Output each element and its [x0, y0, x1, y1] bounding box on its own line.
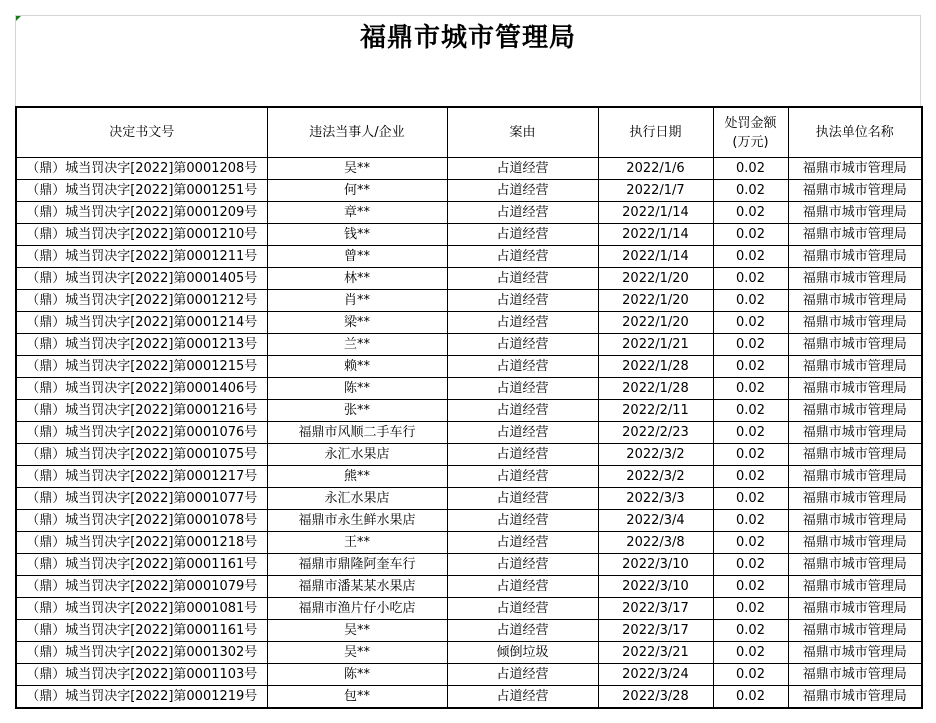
cell-amount[interactable]: 0.02 — [713, 444, 788, 466]
cell-agency[interactable]: 福鼎市城市管理局 — [788, 400, 922, 422]
cell-amount[interactable]: 0.02 — [713, 158, 788, 180]
cell-decision-no[interactable]: （鼎）城当罚决字[2022]第0001213号 — [16, 334, 267, 356]
table-row — [16, 444, 922, 466]
cell-cause[interactable]: 占道经营 — [447, 598, 598, 620]
cell-date[interactable]: 2022/2/11 — [598, 400, 713, 422]
cell-decision-no[interactable]: （鼎）城当罚决字[2022]第0001215号 — [16, 356, 267, 378]
cell-agency[interactable]: 福鼎市城市管理局 — [788, 510, 922, 532]
cell-cause[interactable]: 倾倒垃圾 — [447, 642, 598, 664]
cell-date[interactable]: 2022/1/20 — [598, 312, 713, 334]
header-cause[interactable]: 案由 — [447, 107, 598, 158]
header-date[interactable]: 执行日期 — [598, 107, 713, 158]
cell-decision-no[interactable]: （鼎）城当罚决字[2022]第0001078号 — [16, 510, 267, 532]
cell-amount[interactable]: 0.02 — [713, 356, 788, 378]
cell-cause[interactable]: 占道经营 — [447, 664, 598, 686]
cell-agency[interactable]: 福鼎市城市管理局 — [788, 312, 922, 334]
cell-decision-no[interactable]: （鼎）城当罚决字[2022]第0001076号 — [16, 422, 267, 444]
cell-party[interactable]: 梁** — [267, 312, 447, 334]
cell-cause[interactable]: 占道经营 — [447, 268, 598, 290]
cell-agency[interactable]: 福鼎市城市管理局 — [788, 422, 922, 444]
cell-party[interactable]: 熊** — [267, 466, 447, 488]
cell-party[interactable]: 陈** — [267, 664, 447, 686]
cell-decision-no[interactable]: （鼎）城当罚决字[2022]第0001211号 — [16, 246, 267, 268]
cell-amount[interactable]: 0.02 — [713, 466, 788, 488]
cell-date[interactable]: 2022/1/20 — [598, 268, 713, 290]
cell-date[interactable]: 2022/3/2 — [598, 444, 713, 466]
cell-party[interactable]: 赖** — [267, 356, 447, 378]
cell-cause[interactable]: 占道经营 — [447, 444, 598, 466]
table-row — [16, 510, 922, 532]
cell-date[interactable]: 2022/3/17 — [598, 598, 713, 620]
cell-party[interactable]: 肖** — [267, 290, 447, 312]
cell-decision-no[interactable]: （鼎）城当罚决字[2022]第0001075号 — [16, 444, 267, 466]
cell-date[interactable]: 2022/2/23 — [598, 422, 713, 444]
cell-decision-no[interactable]: （鼎）城当罚决字[2022]第0001212号 — [16, 290, 267, 312]
page-title: 福鼎市城市管理局 — [359, 23, 576, 53]
cell-decision-no[interactable]: （鼎）城当罚决字[2022]第0001079号 — [16, 576, 267, 598]
cell-cause[interactable]: 占道经营 — [447, 686, 598, 709]
table-row — [16, 356, 922, 378]
table-row — [16, 202, 922, 224]
cell-party[interactable]: 吴** — [267, 642, 447, 664]
cell-date[interactable]: 2022/3/8 — [598, 532, 713, 554]
cell-amount[interactable]: 0.02 — [713, 312, 788, 334]
cell-date[interactable]: 2022/1/14 — [598, 224, 713, 246]
cell-amount[interactable]: 0.02 — [713, 202, 788, 224]
cell-cause[interactable]: 占道经营 — [447, 356, 598, 378]
cell-decision-no[interactable]: （鼎）城当罚决字[2022]第0001214号 — [16, 312, 267, 334]
cell-agency[interactable]: 福鼎市城市管理局 — [788, 466, 922, 488]
cell-decision-no[interactable]: （鼎）城当罚决字[2022]第0001217号 — [16, 466, 267, 488]
penalty-table — [15, 106, 923, 709]
cell-agency[interactable]: 福鼎市城市管理局 — [788, 444, 922, 466]
cell-amount[interactable]: 0.02 — [713, 180, 788, 202]
table-row — [16, 180, 922, 202]
cell-party[interactable]: 王** — [267, 532, 447, 554]
table-row — [16, 576, 922, 598]
cell-date[interactable]: 2022/3/21 — [598, 642, 713, 664]
cell-cause[interactable]: 占道经营 — [447, 158, 598, 180]
cell-party[interactable]: 吴** — [267, 158, 447, 180]
table-row — [16, 378, 922, 400]
cell-agency[interactable]: 福鼎市城市管理局 — [788, 224, 922, 246]
cell-date[interactable]: 2022/1/28 — [598, 378, 713, 400]
cell-party[interactable]: 福鼎市渔片仔小吃店 — [267, 598, 447, 620]
cell-decision-no[interactable]: （鼎）城当罚决字[2022]第0001161号 — [16, 554, 267, 576]
table-row — [16, 554, 922, 576]
cell-amount[interactable]: 0.02 — [713, 224, 788, 246]
cell-decision-no[interactable]: （鼎）城当罚决字[2022]第0001077号 — [16, 488, 267, 510]
cell-cause[interactable]: 占道经营 — [447, 224, 598, 246]
cell-date[interactable]: 2022/3/3 — [598, 488, 713, 510]
cell-agency[interactable]: 福鼎市城市管理局 — [788, 158, 922, 180]
cell-decision-no[interactable]: （鼎）城当罚决字[2022]第0001210号 — [16, 224, 267, 246]
cell-date[interactable]: 2022/3/2 — [598, 466, 713, 488]
cell-date[interactable]: 2022/3/28 — [598, 686, 713, 709]
table-row — [16, 334, 922, 356]
table-row — [16, 466, 922, 488]
cell-agency[interactable]: 福鼎市城市管理局 — [788, 598, 922, 620]
cell-party[interactable]: 福鼎市永生鲜水果店 — [267, 510, 447, 532]
cell-party[interactable]: 曾** — [267, 246, 447, 268]
title-area[interactable] — [15, 15, 921, 106]
cell-party[interactable]: 福鼎市鼎隆阿奎车行 — [267, 554, 447, 576]
cell-cause[interactable]: 占道经营 — [447, 510, 598, 532]
cell-agency[interactable]: 福鼎市城市管理局 — [788, 488, 922, 510]
cell-date[interactable]: 2022/3/17 — [598, 620, 713, 642]
cell-party[interactable]: 包** — [267, 686, 447, 709]
cell-amount[interactable]: 0.02 — [713, 642, 788, 664]
cell-date[interactable]: 2022/1/14 — [598, 202, 713, 224]
cell-agency[interactable]: 福鼎市城市管理局 — [788, 378, 922, 400]
table-row — [16, 642, 922, 664]
cell-party[interactable]: 吴** — [267, 620, 447, 642]
cell-amount[interactable]: 0.02 — [713, 422, 788, 444]
cell-amount[interactable]: 0.02 — [713, 400, 788, 422]
cell-decision-no[interactable]: （鼎）城当罚决字[2022]第0001208号 — [16, 158, 267, 180]
header-amount-unit: (万元) — [732, 134, 769, 150]
cell-party[interactable]: 福鼎市风顺二手车行 — [267, 422, 447, 444]
table-row — [16, 664, 922, 686]
cell-decision-no[interactable]: （鼎）城当罚决字[2022]第0001103号 — [16, 664, 267, 686]
cell-party[interactable]: 福鼎市潘某某水果店 — [267, 576, 447, 598]
cell-agency[interactable]: 福鼎市城市管理局 — [788, 642, 922, 664]
cell-agency[interactable]: 福鼎市城市管理局 — [788, 576, 922, 598]
cell-amount[interactable]: 0.02 — [713, 532, 788, 554]
cell-party[interactable]: 章** — [267, 202, 447, 224]
cell-amount[interactable]: 0.02 — [713, 510, 788, 532]
cell-cause[interactable]: 占道经营 — [447, 400, 598, 422]
cell-agency[interactable]: 福鼎市城市管理局 — [788, 554, 922, 576]
cell-date[interactable]: 2022/1/14 — [598, 246, 713, 268]
cell-amount[interactable]: 0.02 — [713, 686, 788, 709]
cell-corner-marker-icon — [16, 16, 21, 21]
cell-cause[interactable]: 占道经营 — [447, 334, 598, 356]
header-row — [16, 107, 922, 158]
cell-agency[interactable]: 福鼎市城市管理局 — [788, 180, 922, 202]
cell-agency[interactable]: 福鼎市城市管理局 — [788, 268, 922, 290]
cell-date[interactable]: 2022/3/10 — [598, 576, 713, 598]
cell-date[interactable]: 2022/3/4 — [598, 510, 713, 532]
cell-cause[interactable]: 占道经营 — [447, 620, 598, 642]
cell-agency[interactable]: 福鼎市城市管理局 — [788, 664, 922, 686]
cell-party[interactable]: 何** — [267, 180, 447, 202]
cell-agency[interactable]: 福鼎市城市管理局 — [788, 686, 922, 709]
cell-cause[interactable]: 占道经营 — [447, 422, 598, 444]
table-row — [16, 246, 922, 268]
table-row — [16, 312, 922, 334]
cell-decision-no[interactable]: （鼎）城当罚决字[2022]第0001302号 — [16, 642, 267, 664]
cell-decision-no[interactable]: （鼎）城当罚决字[2022]第0001161号 — [16, 620, 267, 642]
cell-cause[interactable]: 占道经营 — [447, 290, 598, 312]
cell-decision-no[interactable]: （鼎）城当罚决字[2022]第0001406号 — [16, 378, 267, 400]
cell-date[interactable]: 2022/3/10 — [598, 554, 713, 576]
cell-party[interactable]: 钱** — [267, 224, 447, 246]
cell-date[interactable]: 2022/3/24 — [598, 664, 713, 686]
table-body — [16, 158, 922, 709]
cell-party[interactable]: 张** — [267, 400, 447, 422]
table-row — [16, 224, 922, 246]
cell-amount[interactable]: 0.02 — [713, 576, 788, 598]
cell-cause[interactable]: 占道经营 — [447, 202, 598, 224]
cell-date[interactable]: 2022/1/20 — [598, 290, 713, 312]
cell-cause[interactable]: 占道经营 — [447, 180, 598, 202]
cell-party[interactable]: 永汇水果店 — [267, 488, 447, 510]
table-row — [16, 598, 922, 620]
cell-amount[interactable]: 0.02 — [713, 554, 788, 576]
header-amount-label: 处罚金额 — [724, 115, 777, 131]
table-row — [16, 290, 922, 312]
table-row — [16, 422, 922, 444]
cell-date[interactable]: 2022/1/7 — [598, 180, 713, 202]
cell-amount[interactable]: 0.02 — [713, 268, 788, 290]
spreadsheet — [15, 15, 921, 709]
header-agency[interactable]: 执法单位名称 — [788, 107, 922, 158]
cell-amount[interactable]: 0.02 — [713, 598, 788, 620]
table-row — [16, 686, 922, 709]
cell-agency[interactable]: 福鼎市城市管理局 — [788, 356, 922, 378]
cell-agency[interactable]: 福鼎市城市管理局 — [788, 532, 922, 554]
cell-party[interactable]: 永汇水果店 — [267, 444, 447, 466]
cell-cause[interactable]: 占道经营 — [447, 246, 598, 268]
table-row — [16, 158, 922, 180]
header-decision-no[interactable]: 决定书文号 — [16, 107, 267, 158]
cell-amount[interactable]: 0.02 — [713, 488, 788, 510]
cell-decision-no[interactable]: （鼎）城当罚决字[2022]第0001218号 — [16, 532, 267, 554]
cell-agency[interactable]: 福鼎市城市管理局 — [788, 202, 922, 224]
cell-amount[interactable]: 0.02 — [713, 334, 788, 356]
cell-amount[interactable]: 0.02 — [713, 620, 788, 642]
cell-cause[interactable]: 占道经营 — [447, 532, 598, 554]
cell-cause[interactable]: 占道经营 — [447, 488, 598, 510]
cell-agency[interactable]: 福鼎市城市管理局 — [788, 246, 922, 268]
cell-amount[interactable]: 0.02 — [713, 378, 788, 400]
cell-agency[interactable]: 福鼎市城市管理局 — [788, 334, 922, 356]
cell-date[interactable]: 2022/1/28 — [598, 356, 713, 378]
cell-decision-no[interactable]: （鼎）城当罚决字[2022]第0001405号 — [16, 268, 267, 290]
cell-decision-no[interactable]: （鼎）城当罚决字[2022]第0001209号 — [16, 202, 267, 224]
cell-party[interactable]: 陈** — [267, 378, 447, 400]
cell-amount[interactable]: 0.02 — [713, 246, 788, 268]
table-row — [16, 532, 922, 554]
header-party[interactable]: 违法当事人/企业 — [267, 107, 447, 158]
cell-agency[interactable]: 福鼎市城市管理局 — [788, 620, 922, 642]
cell-amount[interactable]: 0.02 — [713, 290, 788, 312]
cell-decision-no[interactable]: （鼎）城当罚决字[2022]第0001251号 — [16, 180, 267, 202]
header-amount[interactable] — [713, 107, 788, 158]
cell-decision-no[interactable]: （鼎）城当罚决字[2022]第0001219号 — [16, 686, 267, 709]
cell-decision-no[interactable]: （鼎）城当罚决字[2022]第0001081号 — [16, 598, 267, 620]
cell-agency[interactable]: 福鼎市城市管理局 — [788, 290, 922, 312]
cell-party[interactable]: 兰** — [267, 334, 447, 356]
table-row — [16, 400, 922, 422]
cell-date[interactable]: 2022/1/6 — [598, 158, 713, 180]
table-row — [16, 268, 922, 290]
cell-party[interactable]: 林** — [267, 268, 447, 290]
cell-date[interactable]: 2022/1/21 — [598, 334, 713, 356]
cell-amount[interactable]: 0.02 — [713, 664, 788, 686]
cell-cause[interactable]: 占道经营 — [447, 466, 598, 488]
cell-cause[interactable]: 占道经营 — [447, 576, 598, 598]
table-row — [16, 620, 922, 642]
cell-decision-no[interactable]: （鼎）城当罚决字[2022]第0001216号 — [16, 400, 267, 422]
cell-cause[interactable]: 占道经营 — [447, 554, 598, 576]
cell-cause[interactable]: 占道经营 — [447, 312, 598, 334]
cell-cause[interactable]: 占道经营 — [447, 378, 598, 400]
table-row — [16, 488, 922, 510]
